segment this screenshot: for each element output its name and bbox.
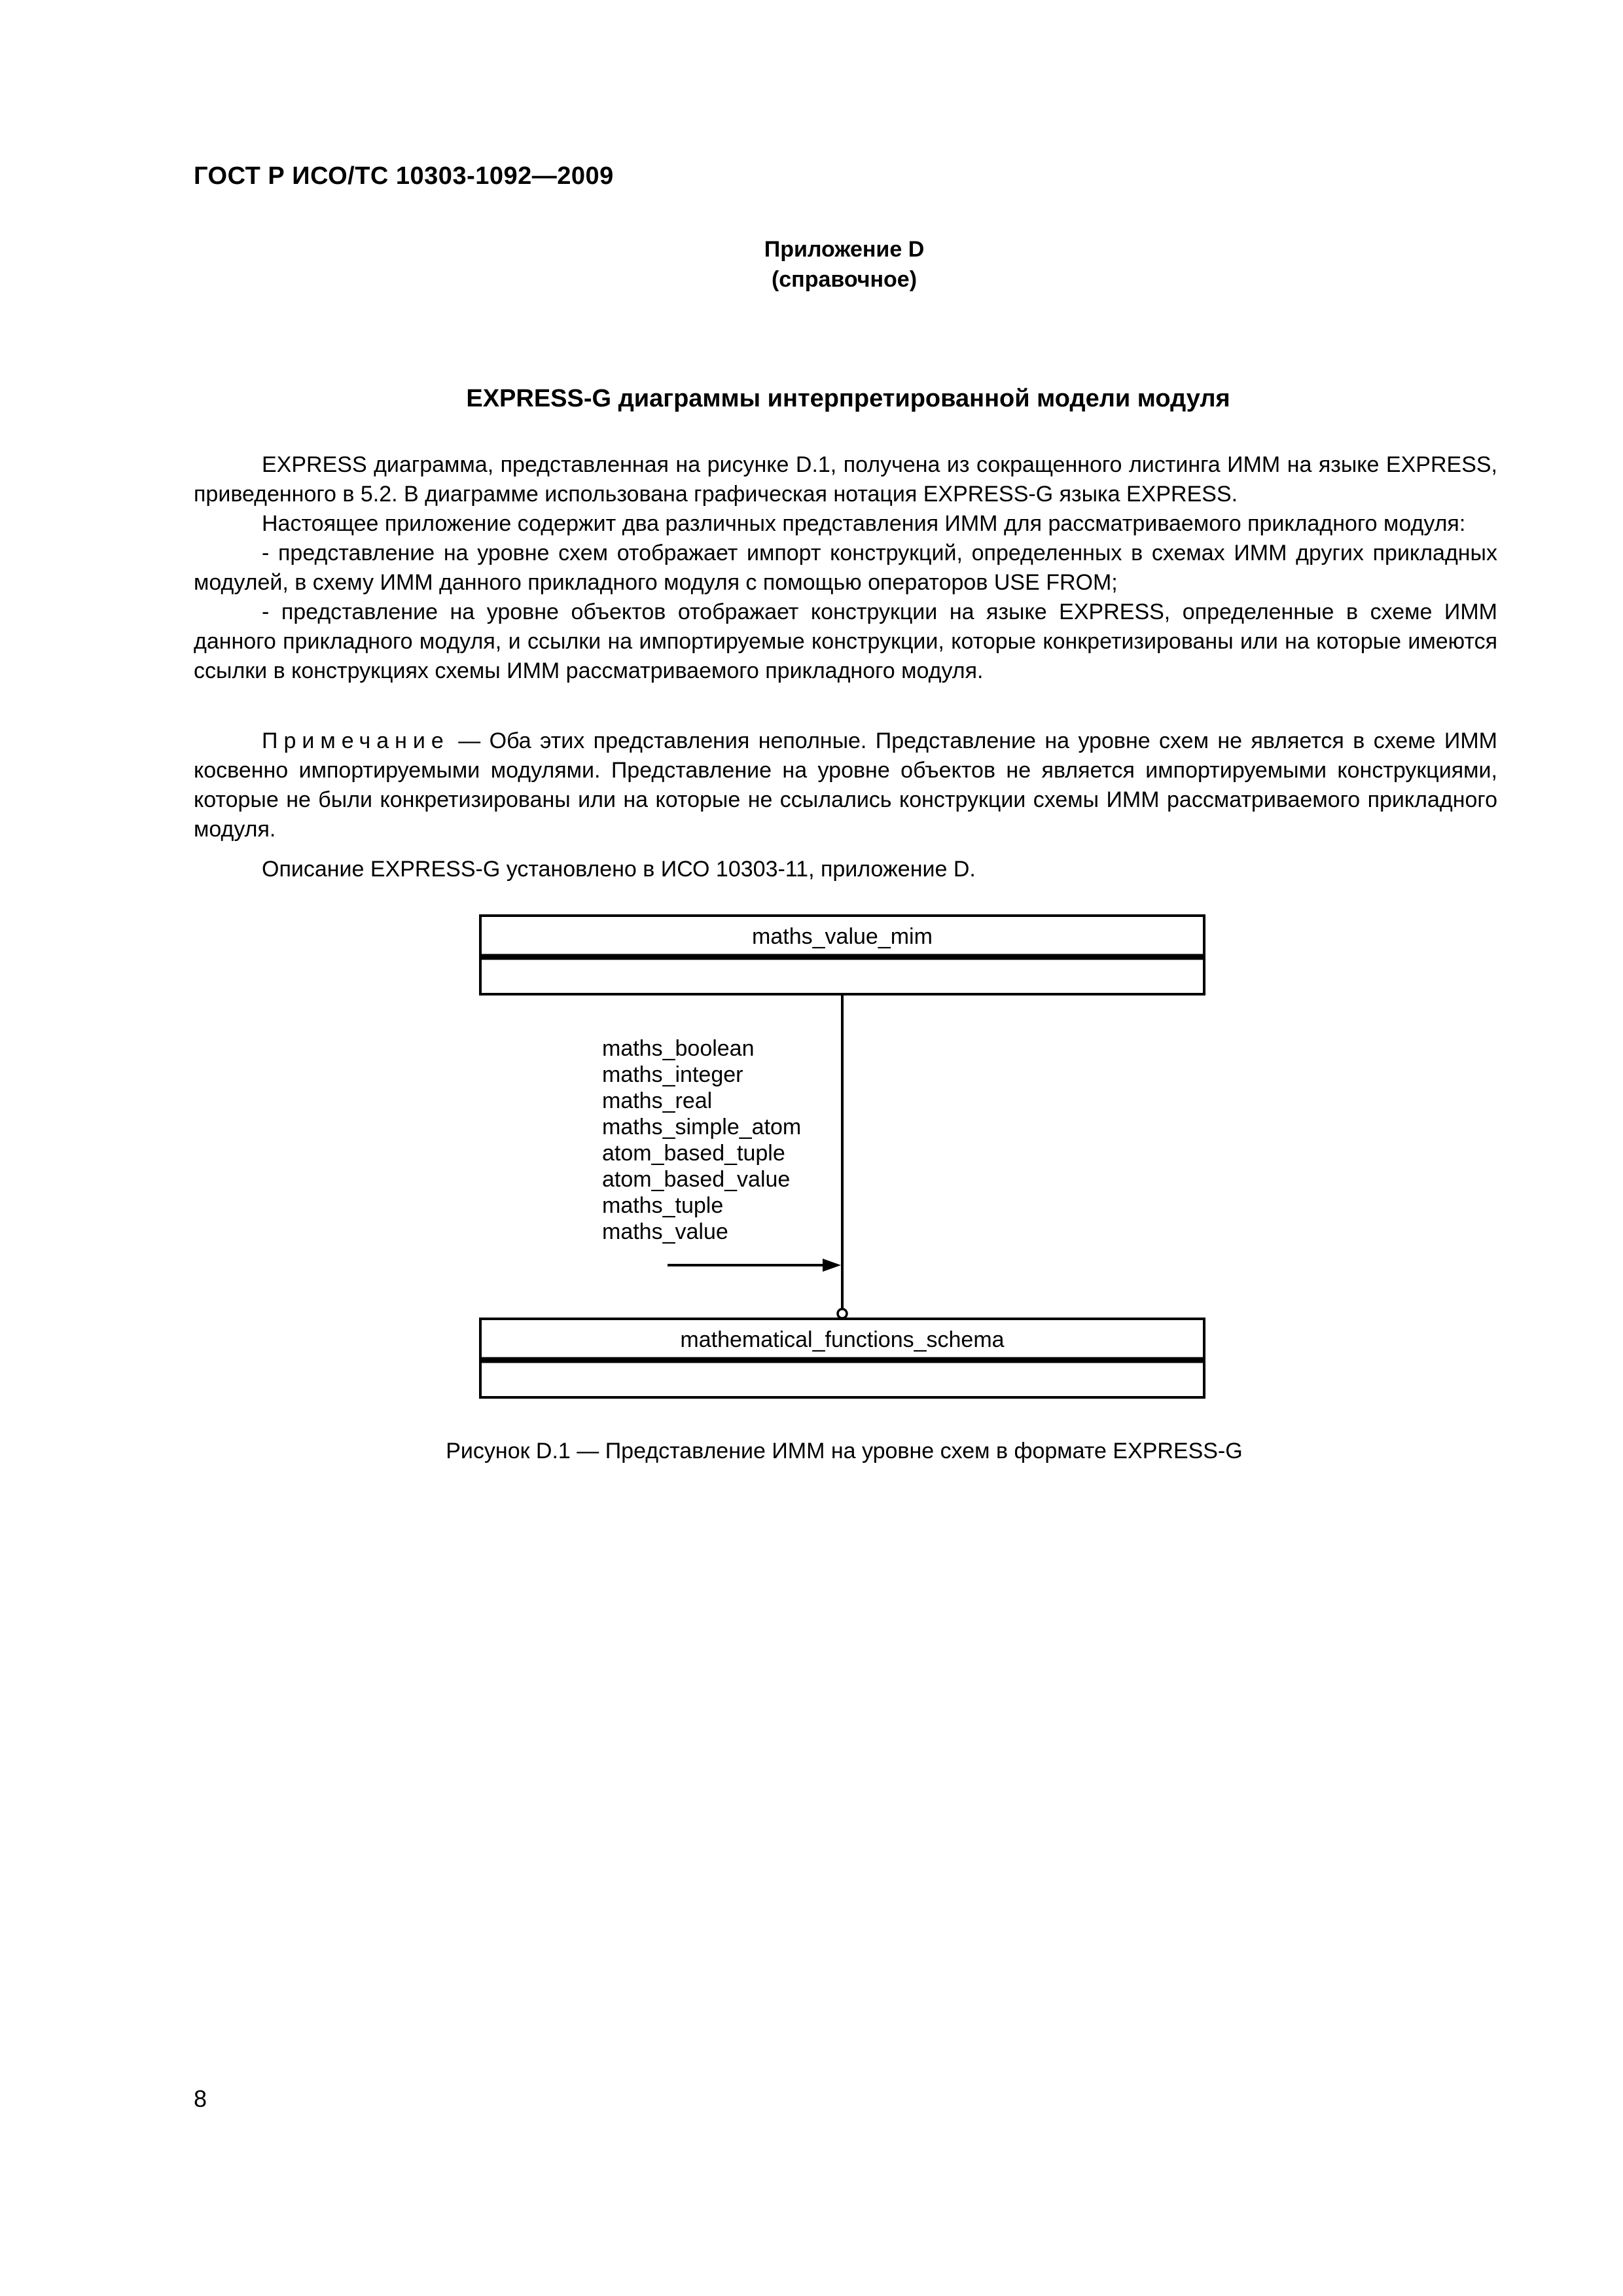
imported-item: maths_simple_atom xyxy=(602,1115,802,1139)
note-label: Примечание xyxy=(262,728,450,753)
document-header: ГОСТ Р ИСО/ТС 10303-1092—2009 xyxy=(194,162,614,190)
bottom-schema-name: mathematical_functions_schema xyxy=(680,1327,1005,1352)
description-block xyxy=(194,855,1497,884)
imported-item: atom_based_value xyxy=(602,1167,791,1192)
paragraph: EXPRESS диаграмма, представленная на рисунке D.1, получена из сокращенного листинга ИММ на языке EXPRESS, приведенного в 5.2. В диаграмме использована графическая нотация EXPRESS-G языка EXPRESS. xyxy=(194,452,1497,507)
description-text: Описание EXPRESS-G установлено в ИСО 10303-11, приложение D. xyxy=(262,857,976,882)
imported-items-list xyxy=(602,1036,801,1244)
imported-item: maths_tuple xyxy=(602,1193,724,1218)
top-schema-name: maths_value_mim xyxy=(752,924,933,949)
arrow-head-icon xyxy=(823,1259,841,1272)
section-title: EXPRESS-G диаграммы интерпретированной модели модуля xyxy=(466,385,1230,412)
page-number: 8 xyxy=(194,2085,207,2112)
paragraph: - представление на уровне схем отображает импорт конструкций, определенных в схемах ИММ других прикладных модулей, в схему ИММ данного прикладного модуля с помощью операторов USE FROM; xyxy=(194,541,1497,595)
imported-item: maths_value xyxy=(602,1219,728,1244)
top-schema-box xyxy=(480,916,1204,994)
imported-item: maths_integer xyxy=(602,1062,743,1087)
imported-item: atom_based_tuple xyxy=(602,1141,785,1166)
imported-item: maths_boolean xyxy=(602,1036,755,1061)
bottom-schema-box xyxy=(480,1319,1204,1397)
figure-caption: Рисунок D.1 — Представление ИММ на уровне схем в формате EXPRESS-G xyxy=(446,1439,1243,1463)
note-block xyxy=(194,726,1497,844)
imported-item: maths_real xyxy=(602,1088,713,1113)
paragraph: Настоящее приложение содержит два различных представления ИММ для рассматриваемого прикладного модуля: xyxy=(262,511,1466,536)
paragraph: - представление на уровне объектов отображает конструкции на языке EXPRESS, определенные в схеме ИММ данного прикладного модуля, и ссылки на импортируемые конструкции, которые конкретизированы или на которые имеются ссылки в конструкциях схемы ИММ рассматриваемого прикладного модуля. xyxy=(194,600,1497,683)
note-text: — Оба этих представления неполные. Представление на уровне схем не является в схеме ИММ косвенно импортируемыми модулями. Представление на уровне объектов не является импортируемыми конструкциями, которые не были конкретизированы или на которые не ссылались конструкции схемы ИММ рассматриваемого прикладного модуля. xyxy=(194,728,1497,842)
intro-paragraphs xyxy=(194,450,1497,686)
express-g-diagram xyxy=(478,913,1214,1420)
appendix-title: Приложение D xyxy=(764,237,925,262)
appendix-type: (справочное) xyxy=(771,267,918,292)
connector-end-circle xyxy=(838,1309,847,1318)
appendix-heading xyxy=(0,234,1623,295)
diagram-svg xyxy=(478,913,1214,1417)
